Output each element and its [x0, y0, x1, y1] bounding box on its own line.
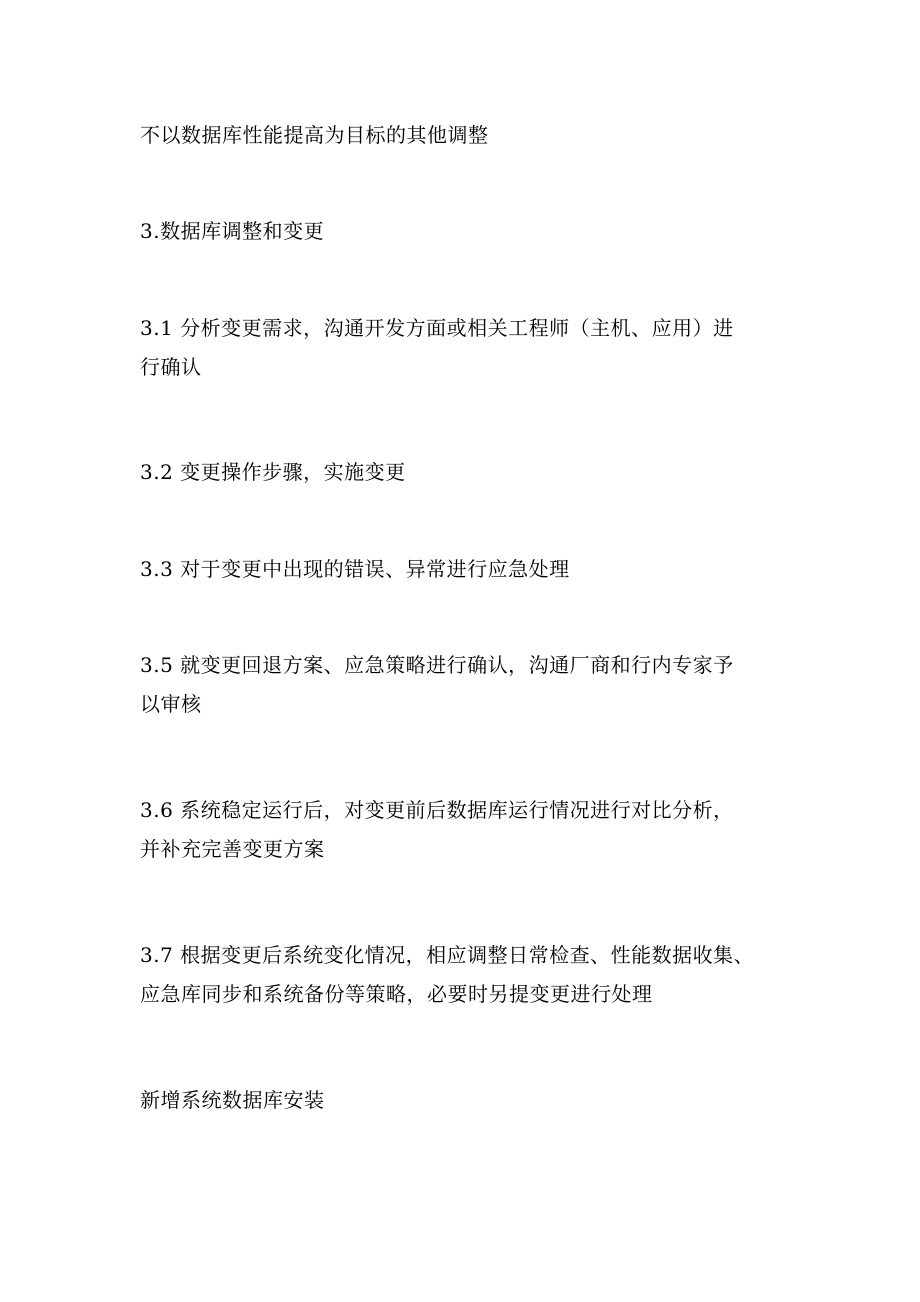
paragraph-line: 新增系统数据库安装 [140, 1088, 325, 1112]
paragraph-line: 不以数据库性能提高为目标的其他调整 [140, 123, 489, 147]
paragraph-other-adjustments [140, 116, 790, 155]
paragraph-3-2 [140, 453, 790, 492]
paragraph-line: 3.5 就变更回退方案、应急策略进行确认，沟通厂商和行内专家予 [140, 653, 734, 677]
paragraph-3-7 [140, 936, 790, 1014]
paragraph-line: 以审核 [140, 692, 202, 716]
paragraph-3-6 [140, 791, 790, 869]
paragraph-line: 并补充完善变更方案 [140, 837, 325, 861]
paragraph-3-5 [140, 646, 790, 724]
paragraph-line: 3.3 对于变更中出现的错误、异常进行应急处理 [140, 557, 570, 581]
paragraph-line: 应急库同步和系统备份等策略，必要时另提变更进行处理 [140, 982, 653, 1006]
paragraph-new-install [140, 1081, 790, 1120]
paragraph-line: 3.7 根据变更后系统变化情况，相应调整日常检查、性能数据收集、 [140, 943, 755, 967]
paragraph-3-3 [140, 550, 790, 589]
paragraph-line: 行确认 [140, 355, 202, 379]
paragraph-line: 3.6 系统稳定运行后，对变更前后数据库运行情况进行对比分析， [140, 798, 734, 822]
paragraph-3-1 [140, 309, 790, 387]
paragraph-line: 3.2 变更操作步骤，实施变更 [140, 460, 406, 484]
section-heading-3 [140, 212, 790, 251]
paragraph-line: 3.1 分析变更需求，沟通开发方面或相关工程师（主机、应用）进 [140, 316, 734, 340]
paragraph-line: 3.数据库调整和变更 [140, 219, 325, 243]
